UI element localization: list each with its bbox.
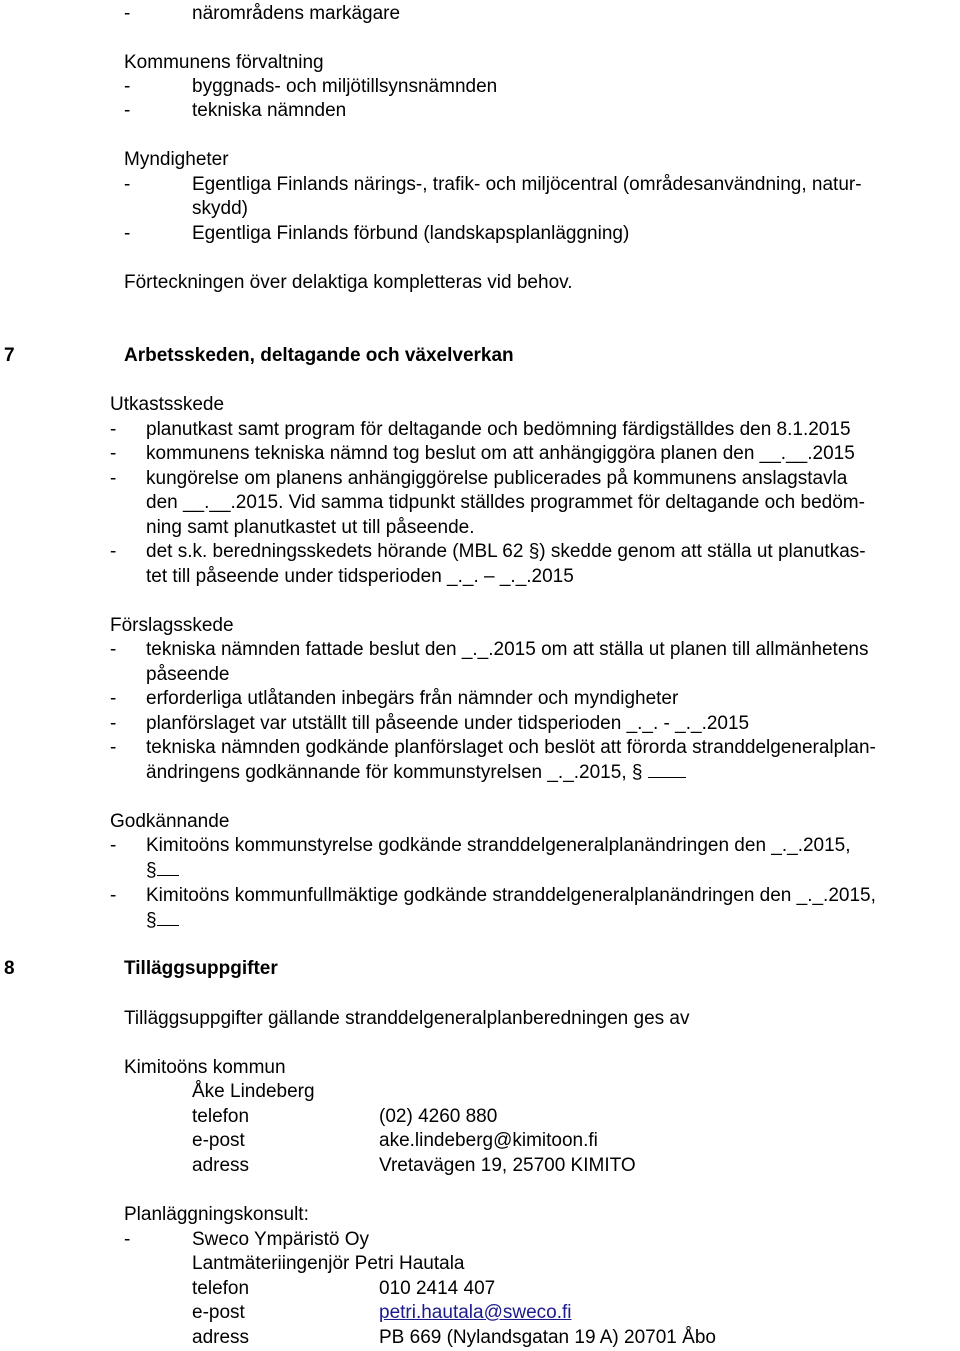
- list-dash: -: [110, 443, 117, 464]
- section-number: 7: [4, 345, 15, 366]
- phone-label: telefon: [192, 1106, 250, 1127]
- list-dash: -: [110, 885, 117, 906]
- consultant-person: Lantmäteriingenjör Petri Hautala: [192, 1253, 465, 1274]
- consultant-email-link[interactable]: [379, 1301, 572, 1324]
- list-dash: -: [110, 419, 117, 440]
- authority-item: Egentliga Finlands närings-, trafik- och miljöcentral (områdesanvändning, natur-: [192, 174, 862, 195]
- contact-person: Åke Lindeberg: [192, 1081, 315, 1102]
- admin-item: tekniska nämnden: [192, 100, 347, 121]
- proposal-item: planförslaget var utställt till påseende under tidsperioden _._. - _._.2015: [146, 713, 750, 734]
- phone-label: telefon: [192, 1278, 250, 1299]
- draft-heading: Utkastsskede: [110, 394, 225, 415]
- email-value: ake.lindeberg@kimitoon.fi: [379, 1130, 598, 1151]
- list-dash: -: [124, 1229, 131, 1250]
- list-dash: -: [124, 76, 131, 97]
- municipality-name: Kimitoöns kommun: [124, 1057, 286, 1078]
- list-dash: -: [124, 223, 131, 244]
- address-label: adress: [192, 1327, 250, 1348]
- proposal-item: erforderliga utlåtanden inbegärs från nämnder och myndigheter: [146, 688, 679, 709]
- address-value: Vretavägen 19, 25700 KIMITO: [379, 1155, 636, 1176]
- authority-item-continued: skydd): [192, 198, 248, 219]
- consultant-company: Sweco Ympäristö Oy: [192, 1229, 370, 1250]
- contact-intro: Tilläggsuppgifter gällande stranddelgeneralplanberedningen ges av: [124, 1008, 690, 1029]
- blank-line: [157, 909, 179, 926]
- address-value: PB 669 (Nylandsgatan 19 A) 20701 Åbo: [379, 1327, 716, 1348]
- section-number: 8: [4, 958, 15, 979]
- draft-item: planutkast samt program för deltagande och bedömning färdigställdes den 8.1.2015: [146, 419, 851, 440]
- consultant-heading: Planläggningskonsult:: [124, 1204, 309, 1225]
- draft-item-continued: ning samt planutkastet ut till påseende.: [146, 517, 475, 538]
- approval-item: Kimitoöns kommunfullmäktige godkände stranddelgeneralplanändringen den _._.2015,: [146, 885, 876, 906]
- proposal-item-continued: påseende: [146, 664, 230, 685]
- proposal-item-text: ändringens godkännande för kommunstyrelsen _._.2015, §: [146, 762, 643, 783]
- list-dash: -: [110, 688, 117, 709]
- proposal-item-continued: [146, 761, 686, 784]
- blank-line: [157, 859, 179, 876]
- list-dash: -: [124, 100, 131, 121]
- approval-paragraph: [146, 859, 179, 882]
- participants-note: Förteckningen över delaktiga kompletteras vid behov.: [124, 272, 573, 293]
- authorities-heading: Myndigheter: [124, 149, 229, 170]
- stakeholder-item: närområdens markägare: [192, 3, 401, 24]
- list-dash: -: [110, 468, 117, 489]
- list-dash: -: [124, 3, 131, 24]
- list-dash: -: [110, 541, 117, 562]
- draft-item-continued: tet till påseende under tidsperioden _._. – _._.2015: [146, 566, 574, 587]
- approval-heading: Godkännande: [110, 811, 230, 832]
- list-dash: -: [110, 639, 117, 660]
- draft-item: kungörelse om planens anhängiggörelse publicerades på kommunens anslagstavla: [146, 468, 848, 489]
- email-label: e-post: [192, 1130, 245, 1151]
- draft-item: det s.k. beredningsskedets hörande (MBL 62 §) skedde genom att ställa ut planutkas-: [146, 541, 866, 562]
- list-dash: -: [110, 737, 117, 758]
- draft-item: kommunens tekniska nämnd tog beslut om att anhängiggöra planen den __.__.2015: [146, 443, 855, 464]
- admin-item: byggnads- och miljötillsynsnämnden: [192, 76, 498, 97]
- phone-value: (02) 4260 880: [379, 1106, 498, 1127]
- list-dash: -: [110, 835, 117, 856]
- authority-item: Egentliga Finlands förbund (landskapsplanläggning): [192, 223, 630, 244]
- section-title: Arbetsskeden, deltagande och växelverkan: [124, 345, 514, 366]
- proposal-heading: Förslagsskede: [110, 615, 234, 636]
- proposal-item: tekniska nämnden fattade beslut den _._.2015 om att ställa ut planen till allmänhetens: [146, 639, 869, 660]
- admin-heading: Kommunens förvaltning: [124, 52, 324, 73]
- address-label: adress: [192, 1155, 250, 1176]
- paragraph-sign: §: [146, 860, 157, 881]
- paragraph-sign: §: [146, 910, 157, 931]
- approval-item: Kimitoöns kommunstyrelse godkände stranddelgeneralplanändringen den _._.2015,: [146, 835, 851, 856]
- email-label: e-post: [192, 1302, 245, 1323]
- proposal-item: tekniska nämnden godkände planförslaget och beslöt att förorda stranddelgeneralplan-: [146, 737, 876, 758]
- email-link[interactable]: petri.hautala@sweco.fi: [379, 1302, 572, 1323]
- list-dash: -: [124, 174, 131, 195]
- phone-value: 010 2414 407: [379, 1278, 496, 1299]
- section-title: Tilläggsuppgifter: [124, 958, 278, 979]
- blank-line: [648, 761, 686, 778]
- draft-item-continued: den __.__.2015. Vid samma tidpunkt ställdes programmet för deltagande och bedöm-: [146, 492, 865, 513]
- approval-paragraph: [146, 909, 179, 932]
- list-dash: -: [110, 713, 117, 734]
